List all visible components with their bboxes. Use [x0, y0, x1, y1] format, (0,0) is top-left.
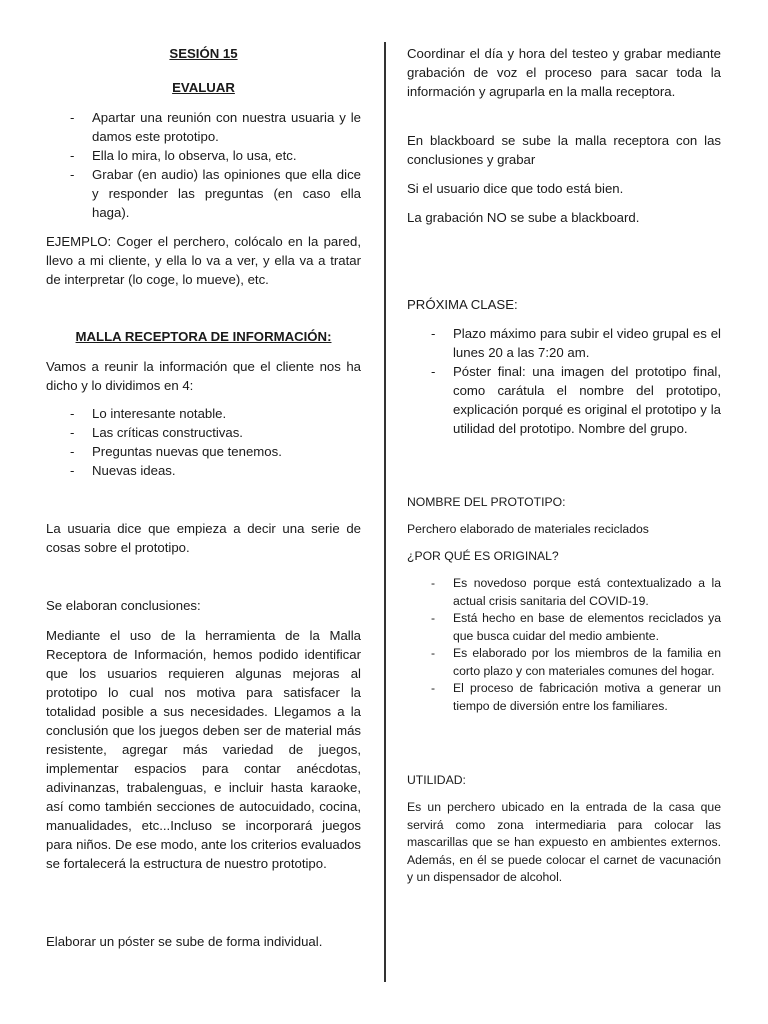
nombre-prototipo-value: Perchero elaborado de materiales reciclados: [407, 522, 649, 536]
nombre-prototipo-heading: NOMBRE DEL PROTOTIPO:: [407, 495, 566, 509]
grabacion-paragraph: La grabación NO se sube a blackboard.: [407, 210, 640, 225]
list-item: - Grabar (en audio) las opiniones que ella dice y responder las preguntas (en caso ella haga).: [46, 165, 361, 222]
list-item: - Las críticas constructivas.: [46, 423, 361, 442]
original-list: [407, 575, 721, 715]
utilidad-paragraph: Es un perchero ubicado en la entrada de la casa que servirá como zona intermediaria para colocar las mascarillas que se han expuesto en ambientes externos. Además, en él se puede colocar el carnet de vacunación y un dispensador de alcohol.: [407, 800, 721, 884]
list-item: - Es elaborado por los miembros de la familia en corto plazo y con materiales comunes del hogar.: [407, 645, 721, 680]
session-title: SESIÓN 15: [169, 46, 238, 61]
list-item: - Es novedoso porque está contextualizado a la actual crisis sanitaria del COVID-19.: [407, 575, 721, 610]
list-item: - Nuevas ideas.: [46, 461, 361, 480]
list-item: - Preguntas nuevas que tenemos.: [46, 442, 361, 461]
malla-intro: Vamos a reunir la información que el cliente nos ha dicho y lo dividimos en 4:: [46, 359, 361, 393]
malla-heading: MALLA RECEPTORA DE INFORMACIÓN:: [75, 329, 332, 344]
list-item: - Está hecho en base de elementos reciclados ya que busca cuidar del medio ambiente.: [407, 610, 721, 645]
conclusiones-paragraph: Mediante el uso de la herramienta de la Malla Receptora de Información, hemos podido identificar que los usuarios requieren algunas mejoras al prototipo lo cual nos motiva para satisfacer la totalidad posible a sus necesidades. Llegamos a la conclusión que los juegos deben ser de material más resistente, agregar más variedad de juegos, implementar espacios para contar anécdotas, adivinanzas, trabalenguas, e incluir hasta karaoke, así como también secciones de autocuidado, cocina, manualidades, etc...Incluso se incorporará juegos para niños. De ese modo, ante los criterios evaluados se fortalecerá la estructura de nuestro prototipo.: [46, 628, 361, 871]
blackboard-paragraph: En blackboard se sube la malla receptora con las conclusiones y grabar: [407, 133, 721, 167]
coordinar-paragraph: Coordinar el día y hora del testeo y grabar mediante grabación de voz el proceso para sacar toda la información y agruparla en la malla receptora.: [407, 46, 721, 99]
list-item: - Ella lo mira, lo observa, lo usa, etc.: [46, 146, 361, 165]
usuaria-paragraph: La usuaria dice que empieza a decir una serie de cosas sobre el prototipo.: [46, 521, 361, 555]
intro-list: [46, 108, 361, 222]
list-item: - Lo interesante notable.: [46, 404, 361, 423]
proxima-clase-heading: PRÓXIMA CLASE:: [407, 297, 518, 312]
conclusiones-heading: Se elaboran conclusiones:: [46, 598, 201, 613]
list-item: - Apartar una reunión con nuestra usuaria y le damos este prototipo.: [46, 108, 361, 146]
list-item: - El proceso de fabricación motiva a generar un tiempo de diversión entre los familiares.: [407, 680, 721, 715]
utilidad-heading: UTILIDAD:: [407, 773, 466, 787]
evaluate-heading: EVALUAR: [172, 80, 235, 95]
poster-note: Elaborar un póster se sube de forma individual.: [46, 934, 323, 949]
malla-list: [46, 404, 361, 480]
list-item: - Póster final: una imagen del prototipo final, como carátula el nombre del prototipo, explicación porqué es original el prototipo y la utilidad del prototipo. Nombre del grupo.: [407, 362, 721, 438]
proxima-clase-list: [407, 324, 721, 438]
example-paragraph: EJEMPLO: Coger el perchero, colócalo en la pared, llevo a mi cliente, y ella lo va a ver, y ella va a tratar de interpretar (lo coge, lo mueve), etc.: [46, 234, 361, 287]
column-divider: [384, 42, 386, 982]
si-usuario-paragraph: Si el usuario dice que todo está bien.: [407, 181, 624, 196]
original-heading: ¿POR QUÉ ES ORIGINAL?: [407, 549, 559, 563]
list-item: - Plazo máximo para subir el video grupal es el lunes 20 a las 7:20 am.: [407, 324, 721, 362]
